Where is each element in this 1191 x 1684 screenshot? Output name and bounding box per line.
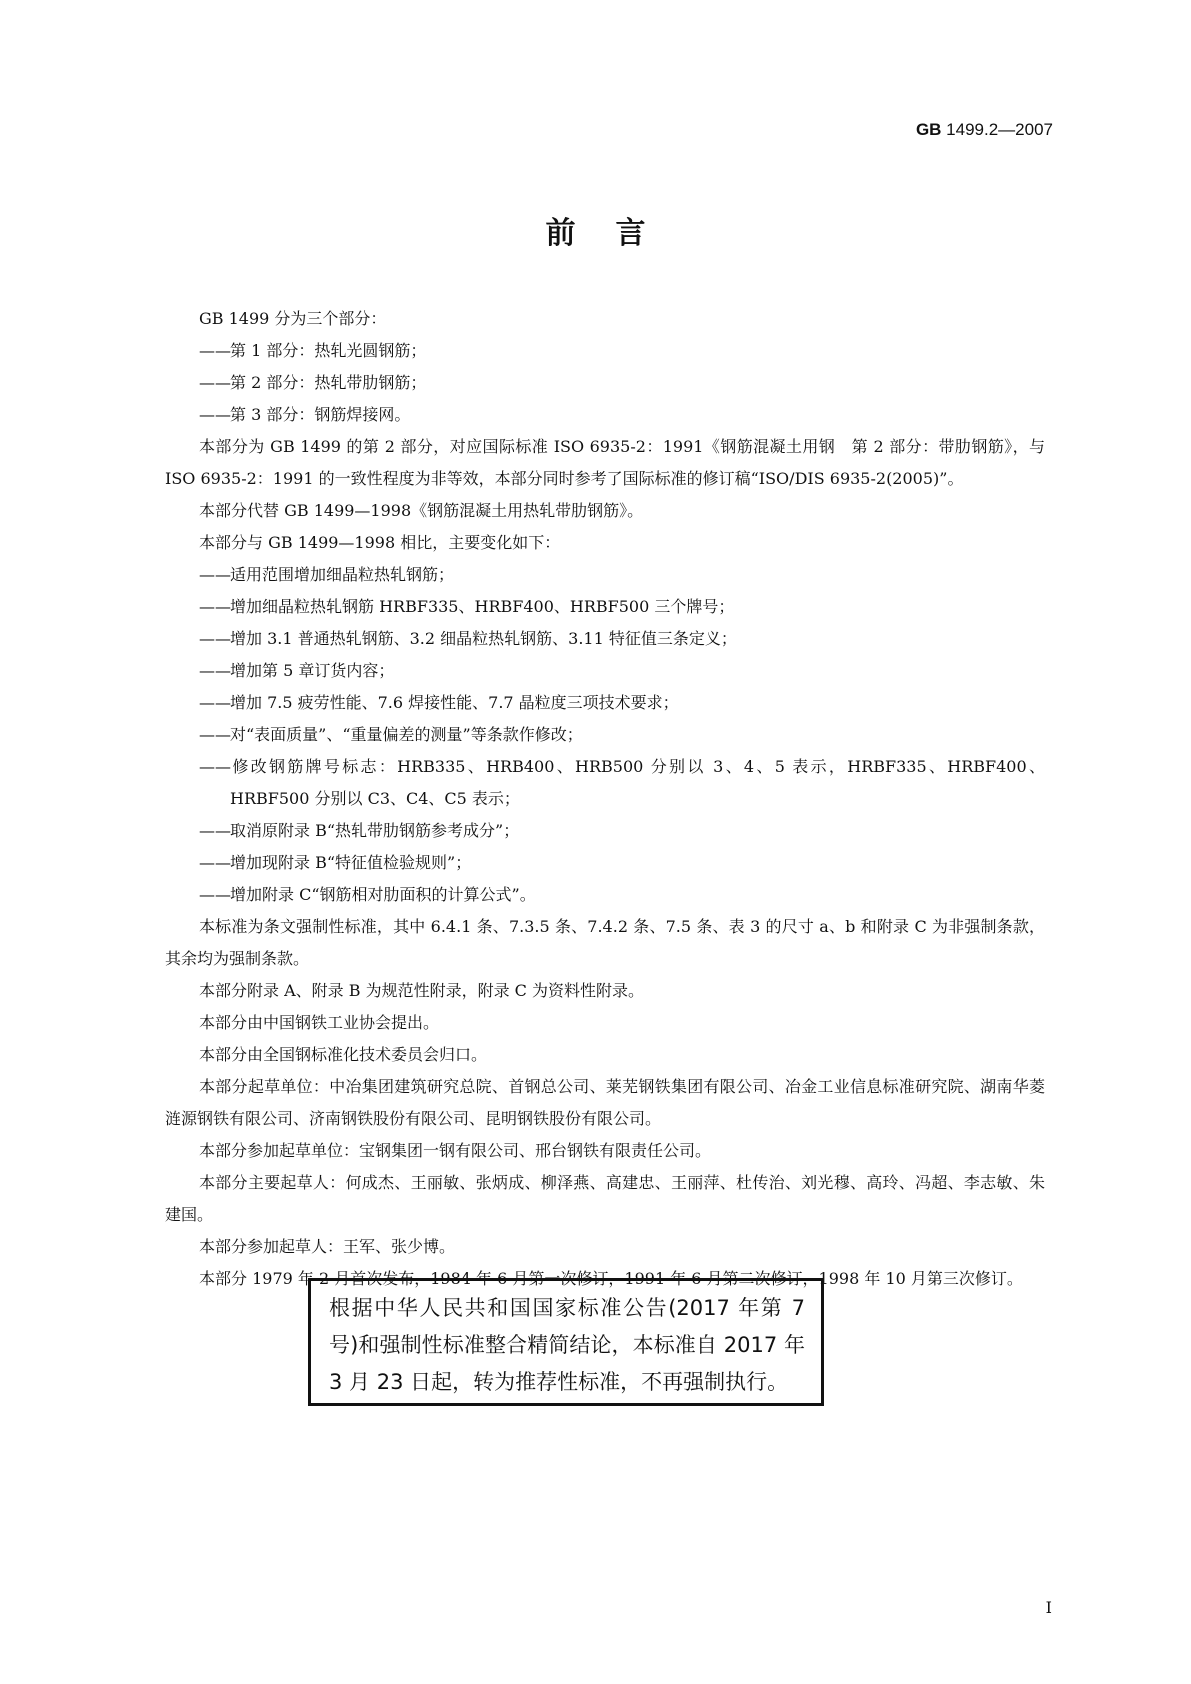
paragraph-text: 本部分由中国钢铁工业协会提出。 [199, 1013, 440, 1032]
paragraph [165, 1167, 1045, 1231]
paragraph-text: 本标准为条文强制性标准，其中 6.4.1 条、7.3.5 条、7.4.2 条、7.5 条、表 3 的尺寸 a、b 和附录 C 为非强制条款，其余均为强制条款。 [165, 917, 1045, 968]
paragraph-text: GB 1499 分为三个部分： [199, 309, 387, 328]
paragraph [165, 975, 1045, 1007]
dash-mark: —— [199, 853, 231, 872]
page-number: I [1045, 1598, 1052, 1617]
paragraph [165, 1135, 1045, 1167]
paragraph-text: 取消原附录 B“热轧带肋钢筋参考成分”； [230, 821, 520, 840]
paragraph [165, 303, 1045, 335]
paragraph-text: 本部分 1979 年 2 月首次发布，1984 年 6 月第一次修订，1991 年 6 月第二次修订，1998 年 10 月第三次修订。 [199, 1269, 1023, 1288]
list-item [165, 367, 1045, 399]
list-item [165, 719, 1045, 751]
dash-mark: —— [199, 725, 231, 744]
foreword-body [165, 303, 1045, 1295]
paragraph [165, 431, 1045, 495]
paragraph-text: 增加第 5 章订货内容； [230, 661, 395, 680]
paragraph-text: 本部分主要起草人：何成杰、王丽敏、张炳成、柳泽燕、高建忠、王丽萍、杜传治、刘光穆、高玲、冯超、李志敏、朱建国。 [165, 1173, 1045, 1224]
paragraph-text: 本部分代替 GB 1499—1998《钢筋混凝土用热轧带肋钢筋》。 [199, 501, 644, 520]
paragraph-text: 对“表面质量”、“重量偏差的测量”等条款作修改； [230, 725, 583, 744]
paragraph [165, 1007, 1045, 1039]
paragraph-text: 第 2 部分：热轧带肋钢筋； [230, 373, 427, 392]
list-item [165, 751, 1045, 815]
list-item [165, 655, 1045, 687]
dash-mark: —— [199, 565, 231, 584]
dash-mark: —— [199, 405, 231, 424]
list-item [165, 815, 1045, 847]
list-item [165, 623, 1045, 655]
list-item [165, 335, 1045, 367]
paragraph-text: 增加现附录 B“特征值检验规则”； [230, 853, 472, 872]
paragraph-text: 本部分起草单位：中冶集团建筑研究总院、首钢总公司、莱芜钢铁集团有限公司、冶金工业信息标准研究院、湖南华菱涟源钢铁有限公司、济南钢铁股份有限公司、昆明钢铁股份有限公司。 [165, 1077, 1045, 1128]
paragraph [165, 527, 1045, 559]
dash-mark: —— [199, 757, 231, 776]
paragraph [165, 1071, 1045, 1135]
paragraph-text: 本部分由全国钢标准化技术委员会归口。 [199, 1045, 488, 1064]
dash-mark: —— [199, 821, 231, 840]
paragraph-text: 增加 7.5 疲劳性能、7.6 焊接性能、7.7 晶粒度三项技术要求； [230, 693, 679, 712]
dash-mark: —— [199, 661, 231, 680]
list-item [165, 559, 1045, 591]
dash-mark: —— [199, 373, 231, 392]
paragraph-text: 修改钢筋牌号标志：HRB335、HRB400、HRB500 分别以 3、4、5 表示，HRBF335、HRBF400、HRBF500 分别以 C3、C4、C5 表示； [230, 757, 1045, 808]
notice-box: 根据中华人民共和国国家标准公告(2017 年第 7 号)和强制性标准整合精简结论，本标准自 2017 年 3 月 23 日起，转为推荐性标准，不再强制执行。 [308, 1278, 824, 1406]
paragraph-text: 本部分参加起草单位：宝钢集团一钢有限公司、邢台钢铁有限责任公司。 [199, 1141, 712, 1160]
paragraph-text: 第 3 部分：钢筋焊接网。 [230, 405, 411, 424]
paragraph [165, 911, 1045, 975]
standard-number [916, 120, 1053, 140]
paragraph-text: 适用范围增加细晶粒热轧钢筋； [230, 565, 455, 584]
list-item [165, 847, 1045, 879]
list-item [165, 687, 1045, 719]
standard-id: 1499.2—2007 [946, 120, 1053, 139]
list-item [165, 591, 1045, 623]
list-item [165, 399, 1045, 431]
paragraph-text: 本部分附录 A、附录 B 为规范性附录，附录 C 为资料性附录。 [199, 981, 644, 1000]
paragraph-text: 增加 3.1 普通热轧钢筋、3.2 细晶粒热轧钢筋、3.11 特征值三条定义； [230, 629, 737, 648]
paragraph-text: 增加细晶粒热轧钢筋 HRBF335、HRBF400、HRBF500 三个牌号； [230, 597, 735, 616]
dash-mark: —— [199, 629, 231, 648]
dash-mark: —— [199, 341, 231, 360]
paragraph-text: 本部分参加起草人：王军、张少博。 [199, 1237, 456, 1256]
list-item [165, 879, 1045, 911]
paragraph [165, 1231, 1045, 1263]
dash-mark: —— [199, 885, 231, 904]
paragraph-text: 增加附录 C“钢筋相对肋面积的计算公式”。 [230, 885, 536, 904]
page-title: 前言 [545, 216, 686, 251]
paragraph-text: 本部分为 GB 1499 的第 2 部分，对应国际标准 ISO 6935-2：1991《钢筋混凝土用钢 第 2 部分：带肋钢筋》，与 ISO 6935-2：1991 的一致性程度为非等效，本部分同时参考了国际标准的修订稿“ISO/DIS 6935-2(2005)”。 [165, 437, 1045, 488]
dash-mark: —— [199, 597, 231, 616]
dash-mark: —— [199, 693, 231, 712]
paragraph-text: 本部分与 GB 1499—1998 相比，主要变化如下： [199, 533, 561, 552]
paragraph [165, 495, 1045, 527]
paragraph [165, 1039, 1045, 1071]
paragraph-text: 第 1 部分：热轧光圆钢筋； [230, 341, 427, 360]
standard-code: GB [915, 120, 942, 139]
